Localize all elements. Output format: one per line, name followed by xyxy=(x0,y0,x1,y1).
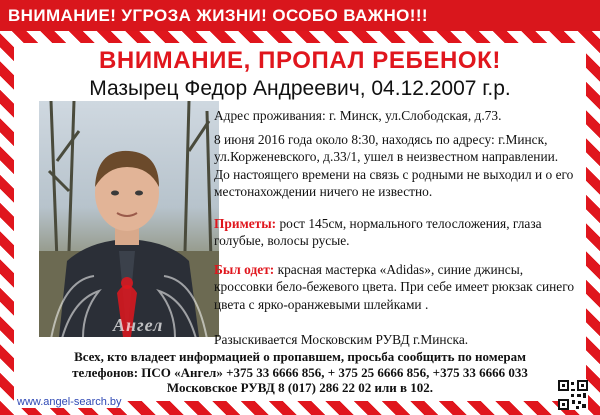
website-link[interactable]: www.angel-search.by xyxy=(14,396,125,408)
search-authority-text: Разыскивается Московским РУВД г.Минска. xyxy=(214,332,469,347)
poster-content xyxy=(14,43,586,401)
contact-block xyxy=(14,349,586,396)
signs-text: рост 145см, нормального телосложения, глаза голубые, волосы русые. xyxy=(214,216,542,249)
clothes-label: Был одет: xyxy=(214,262,275,277)
contact-line-1: Всех, кто владеет информацией о пропавшем, просьба сообщить по номерам xyxy=(74,349,526,364)
qr-code-icon xyxy=(558,380,588,410)
signs-label: Приметы: xyxy=(214,216,277,231)
contact-line-2: телефонов: ПСО «Ангел» +375 33 6666 856, + 375 25 6666 856, +375 33 6666 033 xyxy=(72,364,528,380)
signs-paragraph xyxy=(214,215,576,250)
event-text: 8 июня 2016 года около 8:30, находясь по адресу: г.Минск, ул.Корженевского, д.33/1, ушел в неизвестном направлении. До настоящего времени на связь с родными не выходил и о его местонахождении ничего не известно. xyxy=(214,132,574,199)
person-photo xyxy=(39,101,219,337)
poster-headline: ВНИМАНИЕ, ПРОПАЛ РЕБЕНОК! xyxy=(98,47,502,74)
clothes-text: красная мастерка «Adidas», синие джинсы, кроссовки бело-бежевого цвета. При себе имеет рюкзак синего цвета с ярко-оранжевыми шлейками . xyxy=(214,262,575,312)
address-text: Адрес проживания: г. Минск, ул.Слободская, д.73. xyxy=(214,108,502,123)
person-name: Мазырец Федор Андреевич, 04.12.2007 г.р. xyxy=(89,77,511,100)
watermark-text: Ангел xyxy=(113,315,164,335)
contact-line-3: Московское РУВД 8 (017) 286 22 02 или в 102. xyxy=(166,380,434,395)
alert-banner: ВНИМАНИЕ! УГРОЗА ЖИЗНИ! ОСОБО ВАЖНО!!! xyxy=(0,0,600,31)
angel-watermark-icon xyxy=(39,101,219,337)
clothes-paragraph xyxy=(214,261,576,313)
